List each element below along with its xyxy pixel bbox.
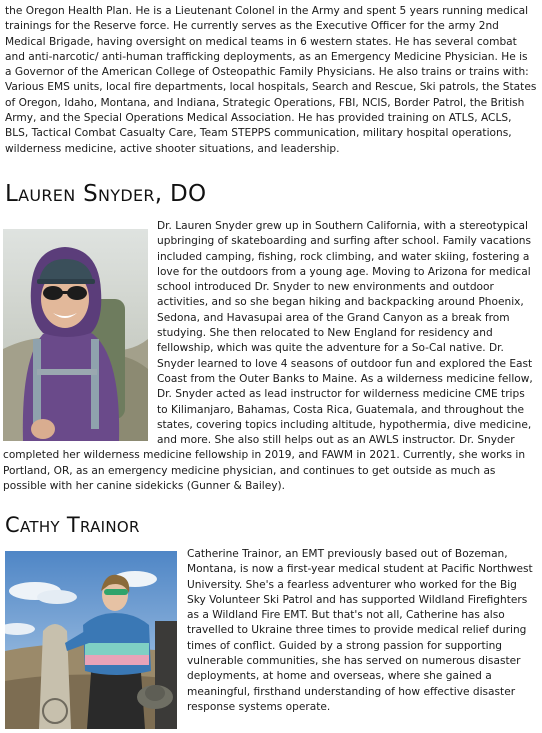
lauren-snyder-bio: Dr. Lauren Snyder grew up in Southern California, with a stereotypical upbringing of skateboarding and surfing after school. Family vacations included camping, fishing, rock climbing, and water skiing, fostering a love for the outdoors from a young age. Moving to Arizona for medical school introduced Dr. Snyder to new environments and outdoor activities, and so she began hiking and backpacking around Phoenix, Sedona, and Havasupai area of the Grand Canyon as a break from studying. She then relocated to New England for residency and fellowship, which was quite the adventure for a So-Cal native. Dr. Snyder learned to love 4 seasons of outdoor fun and explored the East Coast from the Outer Banks to Maine. As a wilderness medicine fellow, Dr. Snyder acted as lead instructor for wilderness medicine CME trips to Kilimanjaro, Bahamas, Costa Rica, Guatemala, and throughout the states, covering topics including altitude, hypothermia, dive medicine, and more. She also still helps out as an AWLS instructor. Dr. Snyder completed her wilderness medicine fellowship in 2019, and FAWM in 2021. Currently, she works in Portland, OR, as an emergency medicine physician, and continues to get outside as much as possible with her canine sidekicks (Gunner & Bailey). xyxy=(3,220,533,493)
lauren-snyder-photo xyxy=(3,229,148,441)
cathy-trainor-heading: Cathy Trainor xyxy=(5,513,140,537)
cathy-trainor-section xyxy=(5,547,537,731)
cathy-trainor-photo xyxy=(5,551,177,729)
cathy-trainor-bio: Catherine Trainor, an EMT previously based out of Bozeman, Montana, is now a first-year medical student at Pacific Northwest University. She's a fearless adventurer who worked for the Big Sky Volunteer Ski Patrol and has supported Wildland Firefighters as a Wildland Fire EMT. But that's not all, Catherine has also travelled to Ukraine three times to provide medical relief during times of conflict. Guided by a strong passion for supporting vulnerable communities, she has served on numerous disaster deployments, at home and overseas, where she gained a meaningful, firsthand understanding of how effective disaster response systems operate. xyxy=(187,548,533,713)
intro-paragraph: the Oregon Health Plan. He is a Lieutenant Colonel in the Army and spent 5 years running medical trainings for the Reserve force. He currently serves as the Executive Officer for the army 2nd Medical Brigade, having oversight on medical teams in 6 western states. He has several combat and anti-narcotic/ anti-human trafficking deployments, as an Emergency Medicine Physician. He is a Governor of the American College of Osteopathic Family Physicians. He also trains or trains with: Various EMS units, local fire departments, local hospitals, Search and Rescue, Ski patrols, the States of Oregon, Idaho, Montana, and Indiana, Strategic Operations, FBI, NCIS, Border Patrol, the British Army, and the Special Operations Medical Association. He has provided training on ATLS, ACLS, BLS, Tactical Combat Casualty Care, Team STEPPS communication, military hospital operations, wilderness medicine, active shooter situations, and leadership. xyxy=(5,5,537,155)
lauren-snyder-section xyxy=(3,219,537,494)
lauren-snyder-heading: Lauren Snyder, DO xyxy=(5,181,207,207)
